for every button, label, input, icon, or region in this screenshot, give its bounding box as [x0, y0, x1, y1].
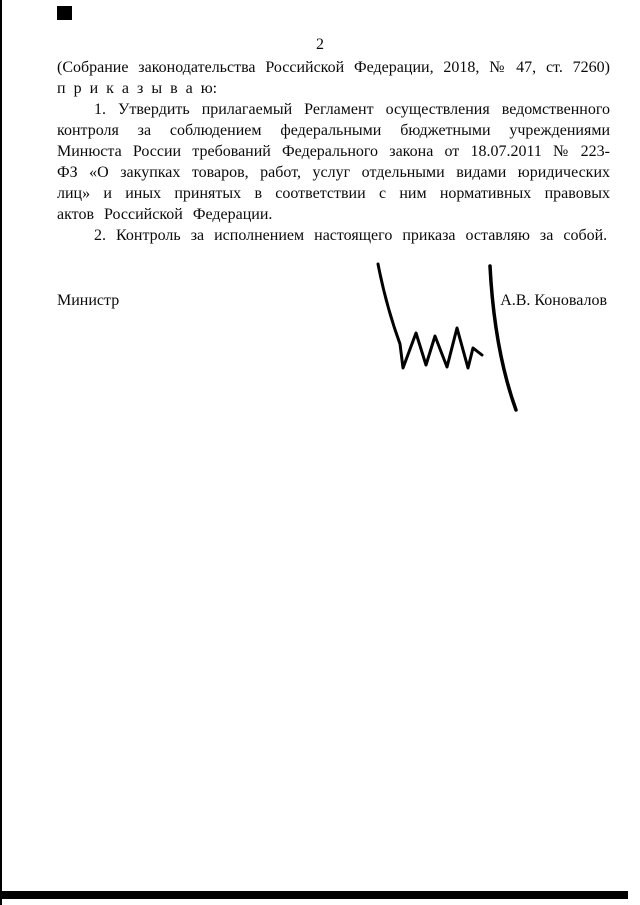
document-body [57, 57, 610, 246]
reference-line: (Собрание законодательства Российской Федерации, 2018, № 47, ст. 7260) [57, 59, 610, 76]
scan-edge-left [0, 0, 2, 905]
order-item-2: 2. Контроль за исполнением настоящего приказа оставляю за собой. [94, 227, 608, 244]
scan-corner-mark [57, 6, 72, 20]
decree-word: п р и к а з ы в а ю: [57, 80, 218, 97]
signatory-name: А.В. Коновалов [500, 292, 607, 309]
page-number: 2 [316, 36, 324, 53]
handwritten-signature [366, 260, 526, 415]
scan-bottom-bar [2, 891, 628, 899]
signatory-title: Министр [57, 292, 120, 309]
order-item-1: 1. Утвердить прилагаемый Регламент осуществления ведомственного контроля за соблюдением федеральными бюджетными учреждениями Минюста России требований Федерального закона от 18.07.2011 № 223-ФЗ «О закупках товаров, работ, услуг отдельными видами юридических лиц» и иных принятых в соответствии с ним нормативных правовых актов Российской Федерации. [57, 101, 610, 223]
